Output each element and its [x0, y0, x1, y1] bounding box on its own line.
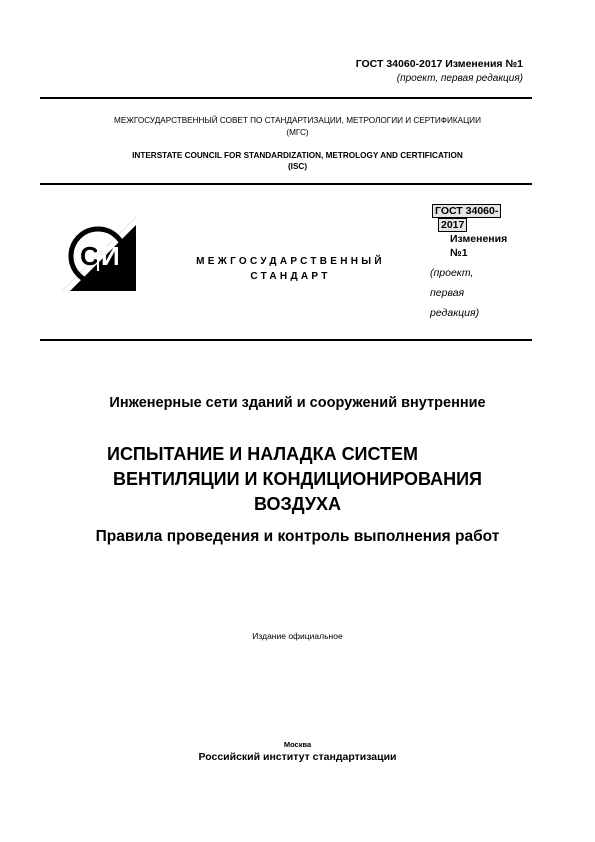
middle-divider: [40, 183, 532, 185]
council-abbr-ru: (МГС): [286, 128, 309, 137]
standard-caption: [178, 254, 403, 284]
standard-code-part1: ГОСТ 34060-: [432, 204, 501, 218]
edition-label: Издание официальное: [252, 631, 343, 641]
document-subject: Инженерные сети зданий и сооружений внутренние: [109, 395, 486, 411]
main-title-line2: ВЕНТИЛЯЦИИ И КОНДИЦИОНИРОВАНИЯ: [113, 469, 482, 489]
standard-caption-line2: СТАНДАРТ: [250, 271, 331, 282]
council-name-ru: [30, 115, 565, 139]
main-title-line3: ВОЗДУХА: [253, 494, 342, 514]
changes-label: Изменения: [450, 233, 508, 245]
standard-caption-line1: МЕЖГОСУДАРСТВЕННЫЙ: [196, 256, 385, 267]
svg-text:С: С: [80, 241, 99, 271]
svg-text:И: И: [101, 241, 120, 271]
draft-line1: (проект,: [430, 267, 474, 279]
council-abbr-en: (ISC): [287, 162, 308, 171]
main-title-line1: ИСПЫТАНИЕ И НАЛАДКА СИСТЕМ: [107, 444, 419, 464]
publication-city: Москва: [283, 740, 312, 749]
council-name-en-line: INTERSTATE COUNCIL FOR STANDARDIZATION, METROLOGY AND CERTIFICATION: [132, 151, 463, 160]
subtitle: Правила проведения и контроль выполнения работ: [95, 528, 500, 545]
draft-line2: первая: [430, 287, 465, 299]
changes-number: №1: [450, 247, 468, 259]
standard-code-block: [432, 204, 532, 322]
main-title: [30, 442, 565, 517]
bottom-divider: [40, 339, 532, 341]
draft-line3: редакция): [430, 307, 480, 319]
council-name-en: [30, 150, 565, 172]
top-divider: [40, 97, 532, 99]
standard-code-part2: 2017: [438, 218, 467, 232]
isc-logo-icon: [58, 213, 140, 295]
draft-note: (проект, первая редакция): [396, 73, 523, 84]
publisher-name: Российский институт стандартизации: [198, 751, 397, 763]
document-code: ГОСТ 34060-2017 Изменения №1: [355, 58, 523, 70]
council-name-ru-line: МЕЖГОСУДАРСТВЕННЫЙ СОВЕТ ПО СТАНДАРТИЗАЦИИ, МЕТРОЛОГИИ И СЕРТИФИКАЦИИ: [114, 116, 481, 125]
